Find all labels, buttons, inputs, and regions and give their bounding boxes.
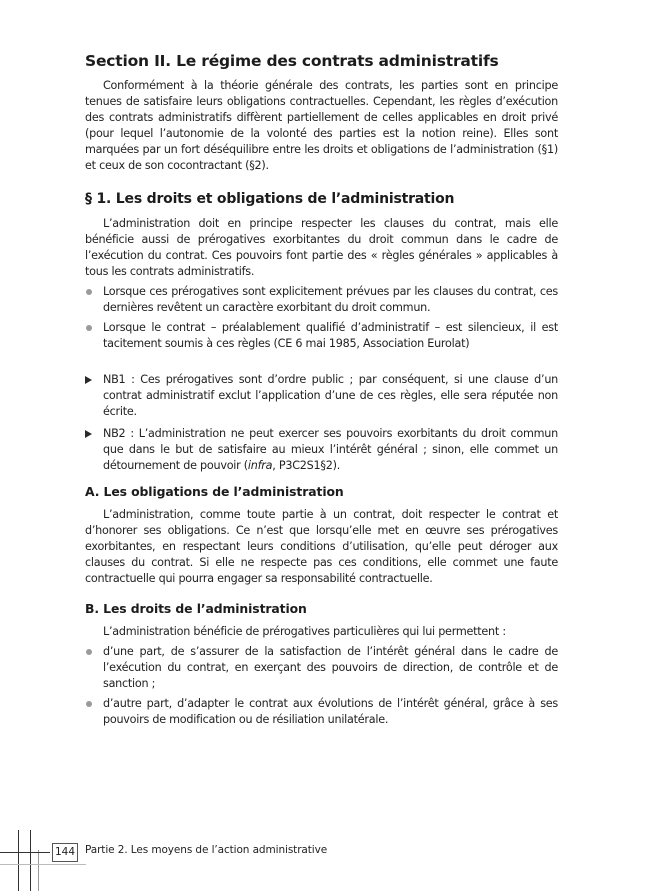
list-item <box>85 696 558 728</box>
note-text-after: , P3C2S1§2). <box>272 459 341 472</box>
bullet-icon <box>86 701 92 707</box>
bullet-icon <box>86 649 92 655</box>
note-italic: infra <box>247 459 273 472</box>
bullet-text: Lorsque le contrat – préalablement qualifié d’administratif – est silencieux, il est tacitement soumis à ces règles (CE 6 mai 1985, Association Eurolat) <box>103 321 558 350</box>
page-number: 144 <box>52 843 78 862</box>
part1-bullet-list <box>85 284 558 352</box>
bullet-text: d’une part, de s’assurer de la satisfaction de l’intérêt général dans le cadre de l’exécution du contrat, en exerçant des pouvoirs de direction, de contrôle et de sanction ; <box>103 645 558 690</box>
partB-title: B. Les droits de l’administration <box>85 601 307 616</box>
partB-intro: L’administration bénéficie de prérogatives particulières qui lui permettent : <box>103 625 506 638</box>
partA-text: L’administration, comme toute partie à un contrat, doit respecter le contrat et d’honorer ses obligations. Ce n’est que lorsqu’elle met en œuvre ses prérogatives exorbitantes, en respectant leurs conditions d’utilisation, qu’elle peut déroger aux clauses du contrat. Si elle ne respecte pas ces conditions, elle commet une faute contractuelle qui pourra engager sa responsabilité contractuelle. <box>85 508 558 585</box>
page-body <box>85 52 558 732</box>
bullet-icon <box>86 325 92 331</box>
bullet-icon <box>86 289 92 295</box>
part1-title: § 1. Les droits et obligations de l’administration <box>85 191 455 207</box>
section-intro: Conformément à la théorie générale des contrats, les parties sont en principe tenues de satisfaire leurs obligations contractuelles. Cependant, les règles d’exécution des contrats administratifs diffèrent partiellement de celles applicables en droit privé (pour lequel l’autonomie de la volonté des parties est la notion reine). Elles sont marquées par un fort déséquilibre entre les droits et obligations de l’administration (§1) et ceux de son cocontractant (§2). <box>85 79 558 172</box>
note-text-before: NB2 : L’administration ne peut exercer ses pouvoirs exorbitants du droit commun que dans le but de satisfaire au mieux l’intérêt général ; sinon, elle commet un détournement de pouvoir ( <box>103 427 558 472</box>
note-text: NB1 : Ces prérogatives sont d’ordre public ; par conséquent, si une clause d’un contrat administratif exclut l’application d’une de ces règles, elle sera réputée non écrite. <box>103 373 558 418</box>
footer-running-title: Partie 2. Les moyens de l’action administrative <box>85 844 328 856</box>
note-nb2 <box>85 426 558 474</box>
list-item <box>85 284 558 316</box>
partB-bullet-list <box>85 644 558 728</box>
arrow-right-icon <box>85 376 92 384</box>
list-item <box>85 320 558 352</box>
crop-mark <box>38 850 39 891</box>
note-nb1 <box>85 372 558 420</box>
part1-intro: L’administration doit en principe respecter les clauses du contrat, mais elle bénéficie aussi de prérogatives exorbitantes du droit commun dans le cadre de l’exécution du contrat. Ces pouvoirs font partie des « règles générales » applicables à tous les contrats administratifs. <box>85 217 558 278</box>
arrow-right-icon <box>85 430 92 438</box>
partA-title: A. Les obligations de l’administration <box>85 484 344 499</box>
crop-mark <box>0 852 50 853</box>
list-item <box>85 644 558 692</box>
crop-mark <box>30 830 31 891</box>
notes-list <box>85 372 558 474</box>
bullet-text: Lorsque ces prérogatives sont explicitement prévues par les clauses du contrat, ces dernières revêtent un caractère exorbitant du droit commun. <box>103 285 558 314</box>
crop-mark <box>0 864 86 865</box>
page-footer <box>0 830 650 891</box>
bullet-text: d’autre part, d’adapter le contrat aux évolutions de l’intérêt général, grâce à ses pouvoirs de modification ou de résiliation unilatérale. <box>103 697 558 726</box>
section-title: Section II. Le régime des contrats administratifs <box>85 52 499 70</box>
crop-mark <box>18 830 19 891</box>
